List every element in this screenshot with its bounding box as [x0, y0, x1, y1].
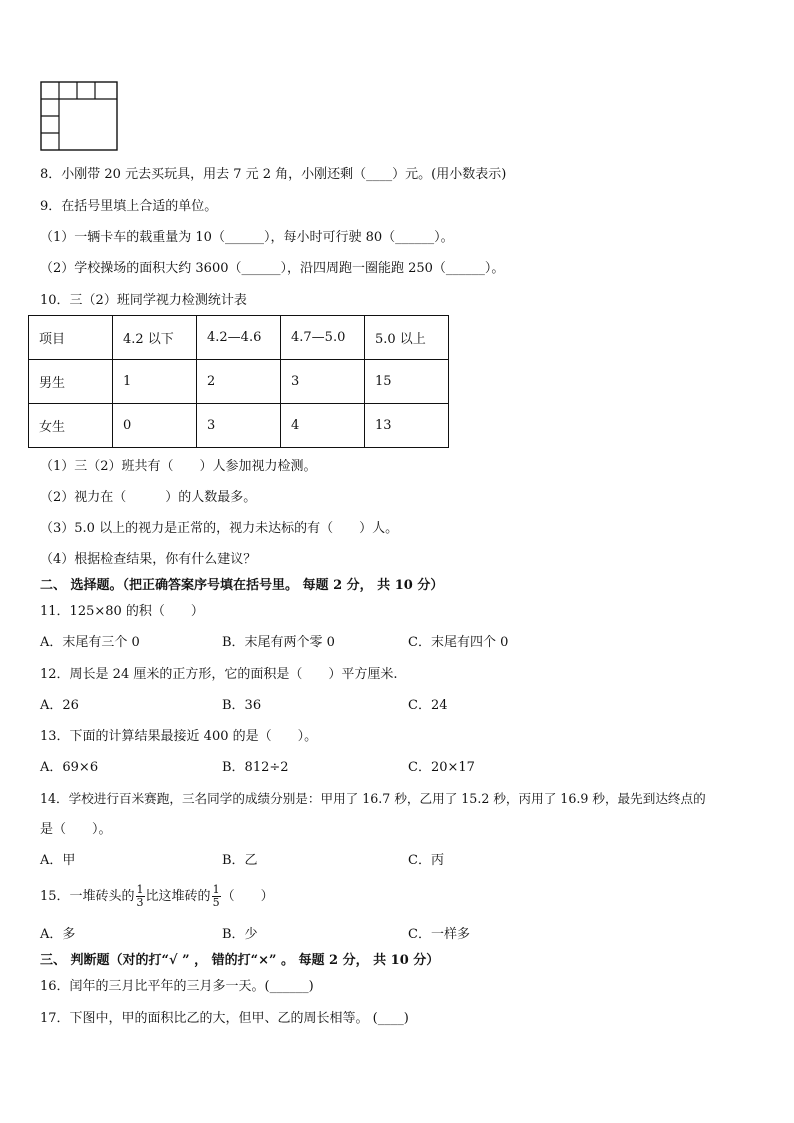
table-header-cell: 4.2—4.6	[197, 316, 281, 360]
question-11-stem: 11．125×80 的积（ ）	[40, 604, 204, 619]
question-13-option-b: B．812÷2	[222, 760, 289, 775]
section-3-heading: 三、 判断题（对的打“√ ” ， 错的打“×” 。 每题 2 分， 共 10 分）	[40, 953, 440, 968]
question-11-option-b: B．末尾有两个零 0	[222, 635, 335, 650]
question-12-option-b: B．36	[222, 698, 262, 713]
table-cell: 4	[281, 404, 365, 448]
question-15-option-c: C．一样多	[408, 927, 470, 942]
table-cell: 1	[113, 360, 197, 404]
table-cell: 15	[365, 360, 449, 404]
section-2-heading: 二、 选择题。（把正确答案序号填在括号里。 每题 2 分， 共 10 分）	[40, 578, 444, 593]
grid-figure	[40, 81, 118, 151]
question-14-option-a: A．甲	[40, 853, 76, 868]
fraction-numerator: 1	[136, 883, 144, 896]
question-10-title: 10．三（2）班同学视力检测统计表	[40, 293, 247, 308]
fraction-numerator: 1	[212, 883, 220, 896]
table-header-cell: 4.7—5.0	[281, 316, 365, 360]
fraction-denominator: 3	[136, 896, 144, 909]
table-row	[29, 404, 449, 448]
table-header-cell: 项目	[29, 316, 113, 360]
question-11-option-c: C．末尾有四个 0	[408, 635, 509, 650]
table-cell: 男生	[29, 360, 113, 404]
question-17: 17．下图中，甲的面积比乙的大，但甲、乙的周长相等。 (____)	[40, 1011, 409, 1026]
question-10-part-2: （2）视力在（ ）的人数最多。	[40, 490, 257, 505]
table-header-cell: 5.0 以上	[365, 316, 449, 360]
question-12-stem: 12．周长是 24 厘米的正方形，它的面积是（ ）平方厘米.	[40, 667, 398, 682]
question-12-option-a: A．26	[40, 698, 79, 713]
question-10-part-3: （3）5.0 以上的视力是正常的，视力未达标的有（ ）人。	[40, 521, 399, 536]
question-14-stem-line-1: 14．学校进行百米赛跑，三名同学的成绩分别是：甲用了 16.7 秒，乙用了 15.2 秒，丙用了 16.9 秒，最先到达终点的	[40, 791, 706, 806]
question-15-text-post: （ ）	[221, 889, 274, 904]
table-cell: 3	[281, 360, 365, 404]
question-10-part-1: （1）三（2）班共有（ ）人参加视力检测。	[40, 459, 317, 474]
question-16: 16．闰年的三月比平年的三月多一天。(______)	[40, 979, 314, 994]
question-10-part-4: （4）根据检查结果，你有什么建议？	[40, 552, 257, 567]
table-cell: 0	[113, 404, 197, 448]
table-row	[29, 360, 449, 404]
table-cell: 3	[197, 404, 281, 448]
question-13-option-c: C．20×17	[408, 760, 475, 775]
table-cell: 2	[197, 360, 281, 404]
question-15-text-pre: 15．一堆砖头的	[40, 889, 135, 904]
table-row	[29, 316, 449, 360]
question-15-stem	[40, 880, 274, 914]
question-14-stem-line-2: 是（ ）。	[40, 822, 112, 837]
fraction-denominator: 5	[212, 896, 220, 909]
question-9-part-2: （2）学校操场的面积大约 3600（______），沿四周跑一圈能跑 250（______）。	[40, 261, 505, 276]
table-header-cell: 4.2 以下	[113, 316, 197, 360]
question-15-option-b: B．少	[222, 927, 258, 942]
question-11-option-a: A．末尾有三个 0	[40, 635, 140, 650]
question-14-option-c: C．丙	[408, 853, 444, 868]
question-9-part-1: （1）一辆卡车的载重量为 10（______），每小时可行驶 80（______）。	[40, 230, 454, 245]
question-15-option-a: A．多	[40, 927, 76, 942]
table-cell: 女生	[29, 404, 113, 448]
question-14-option-b: B．乙	[222, 853, 258, 868]
table-cell: 13	[365, 404, 449, 448]
question-9-title: 9．在括号里填上合适的单位。	[40, 199, 218, 214]
fraction-one-third	[136, 884, 145, 909]
fraction-one-fifth	[212, 884, 221, 909]
question-12-option-c: C．24	[408, 698, 448, 713]
vision-table	[28, 315, 449, 448]
question-8: 8．小刚带 20 元去买玩具，用去 7 元 2 角，小刚还剩（____）元。(用小数表示)	[40, 167, 507, 182]
question-13-stem: 13．下面的计算结果最接近 400 的是（ ）。	[40, 729, 318, 744]
question-15-text-mid: 比这堆砖的	[145, 889, 211, 904]
question-13-option-a: A．69×6	[40, 760, 99, 775]
